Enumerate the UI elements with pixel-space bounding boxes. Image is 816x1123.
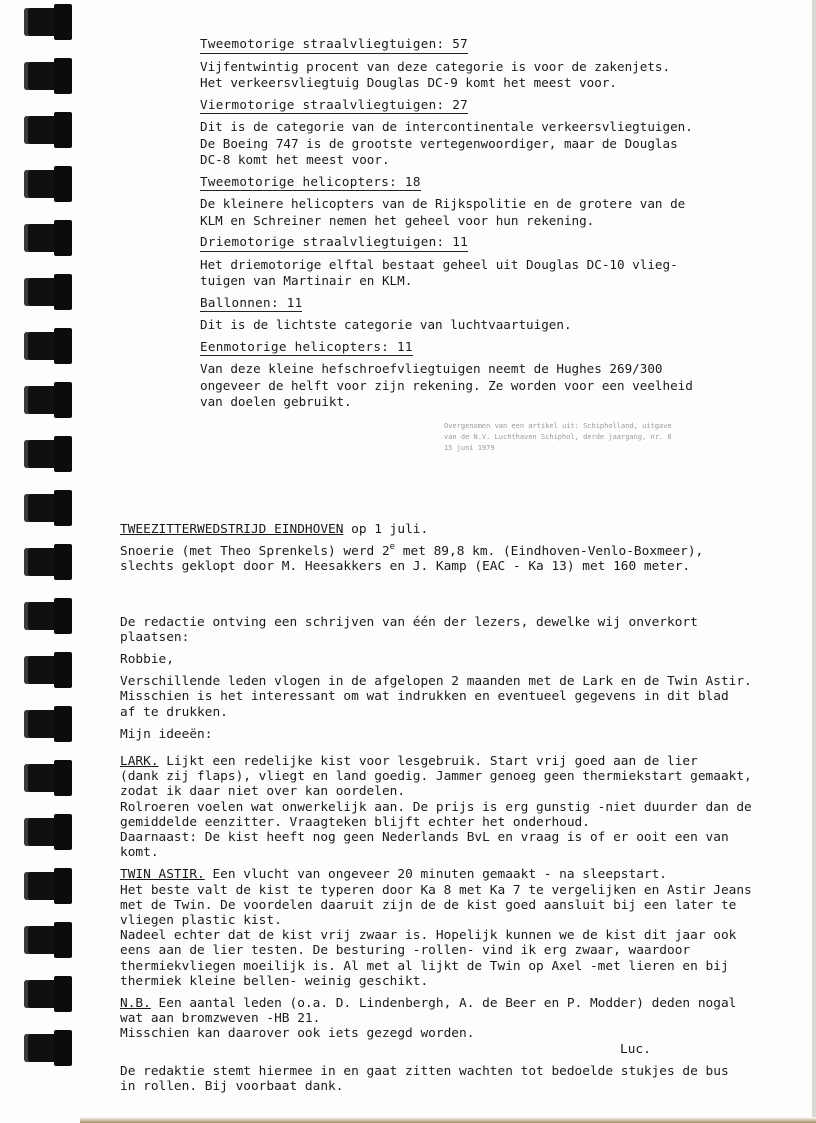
category-section	[200, 174, 740, 230]
category-heading: Eenmotorige helicopters: 11	[200, 339, 413, 357]
binding-ring	[24, 548, 68, 576]
ordinal-suffix: e	[389, 542, 396, 553]
letter-intro: De redactie ontving een schrijven van één der lezers, dewelke wij onverkort plaatsen:	[120, 614, 698, 645]
twin-astir-review	[120, 867, 770, 989]
spiral-binding	[18, 0, 68, 1123]
binding-ring	[24, 278, 68, 306]
letter-paragraph: Verschillende leden vlogen in de afgelopen 2 maanden met de Lark en de Twin Astir. Misschien is het interessant om wat indrukken en eventueel gegevens in dit blad af te drukken.	[120, 674, 752, 720]
binding-ring	[24, 116, 68, 144]
twin-astir-label: TWIN ASTIR.	[120, 867, 205, 883]
category-section	[200, 36, 740, 92]
page-edge	[812, 0, 816, 1123]
binding-ring	[24, 440, 68, 468]
contest-result	[120, 544, 770, 559]
binding-ring	[24, 710, 68, 738]
source-credit: Overgenomen van een artikel uit: Schipholland, uitgave van de N.V. Luchthaven Schiphol, derde jaargang, nr. 8 15 juni 1979	[444, 422, 672, 452]
nb-note	[120, 996, 770, 1042]
lark-label: LARK.	[120, 754, 159, 770]
binding-ring	[24, 332, 68, 360]
binding-ring	[24, 8, 68, 36]
binding-ring	[24, 494, 68, 522]
lark-review	[120, 754, 770, 860]
category-heading: Tweemotorige helicopters: 18	[200, 174, 421, 192]
binding-ring	[24, 980, 68, 1008]
category-text: Dit is de lichtste categorie van luchtvaartuigen.	[200, 317, 572, 332]
page-bottom-edge	[80, 1117, 816, 1123]
letter-paragraph: Mijn ideeën:	[120, 726, 213, 742]
aircraft-categories	[200, 36, 740, 416]
contest-date: op 1 juli.	[343, 522, 429, 537]
category-heading: Tweemotorige straalvliegtuigen: 57	[200, 36, 468, 54]
binding-ring	[24, 170, 68, 198]
category-text: Van deze kleine hefschroefvliegtuigen neemt de Hughes 269/300 ongeveer de helft voor zijn rekening. Ze worden voor een veelheid van doelen gebruikt.	[200, 361, 693, 409]
contest-result-text: Snoerie (met Theo Sprenkels) werd 2	[120, 544, 390, 560]
category-text: De kleinere helicopters van de Rijkspolitie en de grotere van de KLM en Schreiner nemen het geheel voor hun rekening.	[200, 196, 686, 228]
category-text: Het driemotorige elftal bestaat geheel uit Douglas DC-10 vlieg- tuigen van Martinair en KLM.	[200, 256, 678, 288]
category-heading: Driemotorige straalvliegtuigen: 11	[200, 234, 468, 252]
binding-ring	[24, 926, 68, 954]
contest-heading	[120, 522, 770, 537]
binding-ring	[24, 224, 68, 252]
editorial-closing: De redaktie stemt hiermee in en gaat zitten wachten tot bedoelde stukjes de bus in rollen. Bij voorbaat dank.	[120, 1063, 729, 1095]
contest-result-line: slechts geklopt door M. Heesakkers en J. Kamp (EAC - Ka 13) met 160 meter.	[120, 559, 691, 575]
contest-title: TWEEZITTERWEDSTRIJD EINDHOVEN	[120, 522, 344, 537]
lark-text: Lijkt een redelijke kist voor lesgebruik. Start vrij goed aan de lier (dank zij flaps), vliegt en land goedig. Jammer genoeg geen thermiekstart gemaakt, zodat ik daar niet over kan oordelen. Rolroeren voelen wat onwerkelijk aan. De prijs is erg gunstig -niet duurder dan de gemiddelde eenzitter. Vraagteken blijft echter het onderhoud. Daarnaast: De kist heeft nog geen Nederlands BvL en vraag is of er ooit een van komt.	[120, 754, 752, 861]
category-section	[200, 97, 740, 169]
category-heading: Viermotorige straalvliegtuigen: 27	[200, 97, 468, 115]
letter-signature: Luc.	[620, 1041, 651, 1057]
category-section	[200, 339, 740, 411]
twin-astir-text: Een vlucht van ongeveer 20 minuten gemaakt - na sleepstart. Het beste valt de kist te typeren door Ka 8 met Ka 7 te vergelijken en Astir Jeans met de Twin. De voordelen daaruit zijn de de kist goed aansluit bij een later te vliegen plastic kist. Nadeel echter dat de kist vrij zwaar is. Hopelijk kunnen we de kist dit jaar ook eens aan de lier testen. De besturing -rollen- vind ik erg zwaar, waardoor thermiekvliegen moeilijk is. Al met al lijkt de Twin op Axel -met lieren en bij thermiek kleine bellen- weinig geschikt.	[120, 867, 752, 989]
category-section	[200, 234, 740, 290]
binding-ring	[24, 872, 68, 900]
category-text: Vijfentwintig procent van deze categorie is voor de zakenjets. Het verkeersvliegtuig Douglas DC-9 komt het meest voor.	[200, 58, 671, 90]
nb-label: N.B.	[120, 996, 151, 1012]
binding-ring	[24, 62, 68, 90]
contest-result-text: met 89,8 km. (Eindhoven-Venlo-Boxmeer),	[395, 544, 704, 560]
binding-ring	[24, 656, 68, 684]
category-heading: Ballonnen: 11	[200, 295, 302, 313]
nb-text: Een aantal leden (o.a. D. Lindenbergh, A. de Beer en P. Modder) deden nogal wat aan bromzweven -HB 21. Misschien kan daarover ook iets gezegd worden.	[120, 996, 737, 1042]
binding-ring	[24, 386, 68, 414]
binding-ring	[24, 602, 68, 630]
newsletter-body	[120, 522, 770, 1094]
category-text: Dit is de categorie van de intercontinentale verkeersvliegtuigen. De Boeing 747 is de grootste vertegenwoordiger, maar de Douglas DC-8 komt het meest voor.	[200, 119, 693, 167]
binding-ring	[24, 1034, 68, 1062]
category-section	[200, 295, 740, 334]
binding-ring	[24, 818, 68, 846]
binding-ring	[24, 764, 68, 792]
letter-salutation: Robbie,	[120, 652, 174, 668]
